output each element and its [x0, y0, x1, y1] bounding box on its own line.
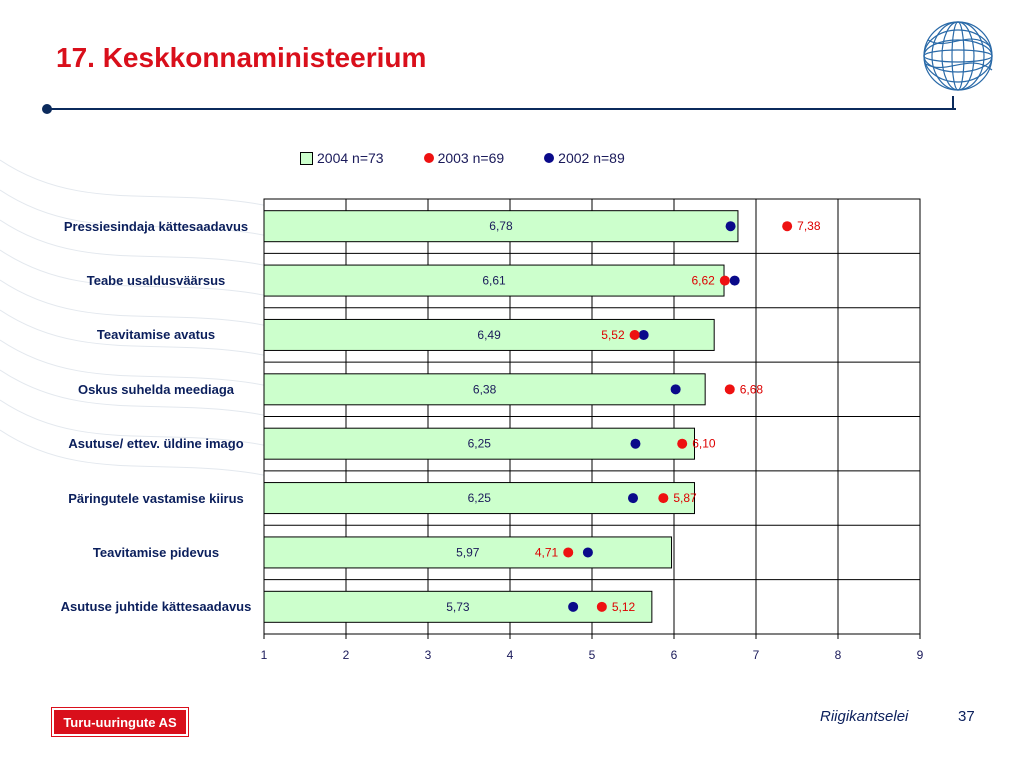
point-2002	[639, 330, 649, 340]
category-label: Oskus suhelda meediaga	[77, 381, 235, 397]
x-tick-label: 5	[588, 648, 596, 662]
legend-label-2003: 2003 n=69	[437, 150, 505, 166]
bar-2004-value-label: 5,97	[456, 545, 480, 560]
legend-label-2002: 2002 n=89	[558, 150, 625, 166]
point-2003	[658, 493, 668, 503]
point-2002	[583, 547, 593, 557]
x-tick-label: 1	[260, 648, 268, 662]
point-2003-value-label: 5,12	[611, 599, 636, 614]
category-label: Päringutele vastamise kiirus	[68, 490, 244, 506]
bar-2004-value-label: 6,25	[467, 491, 491, 506]
point-2003-value-label: 5,87	[673, 491, 697, 506]
category-label: Teavitamise pidevus	[92, 544, 220, 560]
bar-2004-value-label: 6,61	[482, 273, 506, 288]
bar-2004-value-label: 6,78	[489, 219, 513, 234]
point-2002	[671, 384, 681, 394]
x-tick-label: 9	[916, 648, 924, 662]
bar-2004-value-label: 6,38	[472, 382, 497, 397]
footer-logo: Turu-uuringute AS	[52, 708, 188, 736]
point-2002	[628, 493, 638, 503]
x-tick-label: 8	[834, 648, 842, 662]
point-2003-value-label: 4,71	[534, 545, 559, 560]
point-2003	[782, 221, 792, 231]
point-2003	[630, 330, 640, 340]
point-2003-value-label: 6,10	[692, 436, 716, 451]
page-number: 37	[958, 708, 975, 725]
x-tick-label: 4	[506, 648, 514, 662]
point-2002	[726, 221, 736, 231]
point-2003	[563, 547, 573, 557]
point-2003-value-label: 7,38	[797, 219, 821, 234]
point-2003	[720, 276, 730, 286]
point-2002	[730, 276, 740, 286]
bar-2004-value-label: 6,49	[477, 327, 501, 342]
x-tick-label: 7	[752, 648, 760, 662]
point-2003-value-label: 6,62	[691, 273, 715, 288]
category-label: Teabe usaldusväärsus	[86, 273, 226, 289]
point-2003	[677, 439, 687, 449]
point-2003-value-label: 5,52	[601, 327, 625, 342]
x-tick-label: 3	[424, 648, 432, 662]
point-2003	[725, 384, 735, 394]
bar-2004-value-label: 5,73	[446, 599, 470, 614]
category-label: Teavitamise avatus	[96, 327, 216, 343]
legend-label-2004: 2004 n=73	[317, 150, 384, 166]
x-tick-label: 2	[342, 648, 350, 662]
category-label: Asutuse juhtide kättesaadavus	[60, 599, 252, 615]
slide-title: 17. Keskkonnaministeerium	[56, 42, 427, 73]
category-label: Asutuse/ ettev. üldine imago	[68, 436, 244, 452]
point-2003	[597, 602, 607, 612]
point-2002	[568, 602, 578, 612]
x-tick-label: 6	[670, 648, 678, 662]
point-2002	[630, 439, 640, 449]
point-2003-value-label: 6,68	[739, 382, 764, 397]
category-label: Pressiesindaja kättesaadavus	[63, 218, 249, 234]
bar-2004-value-label: 6,25	[467, 436, 491, 451]
footer-organization: Riigikantselei	[820, 708, 909, 725]
